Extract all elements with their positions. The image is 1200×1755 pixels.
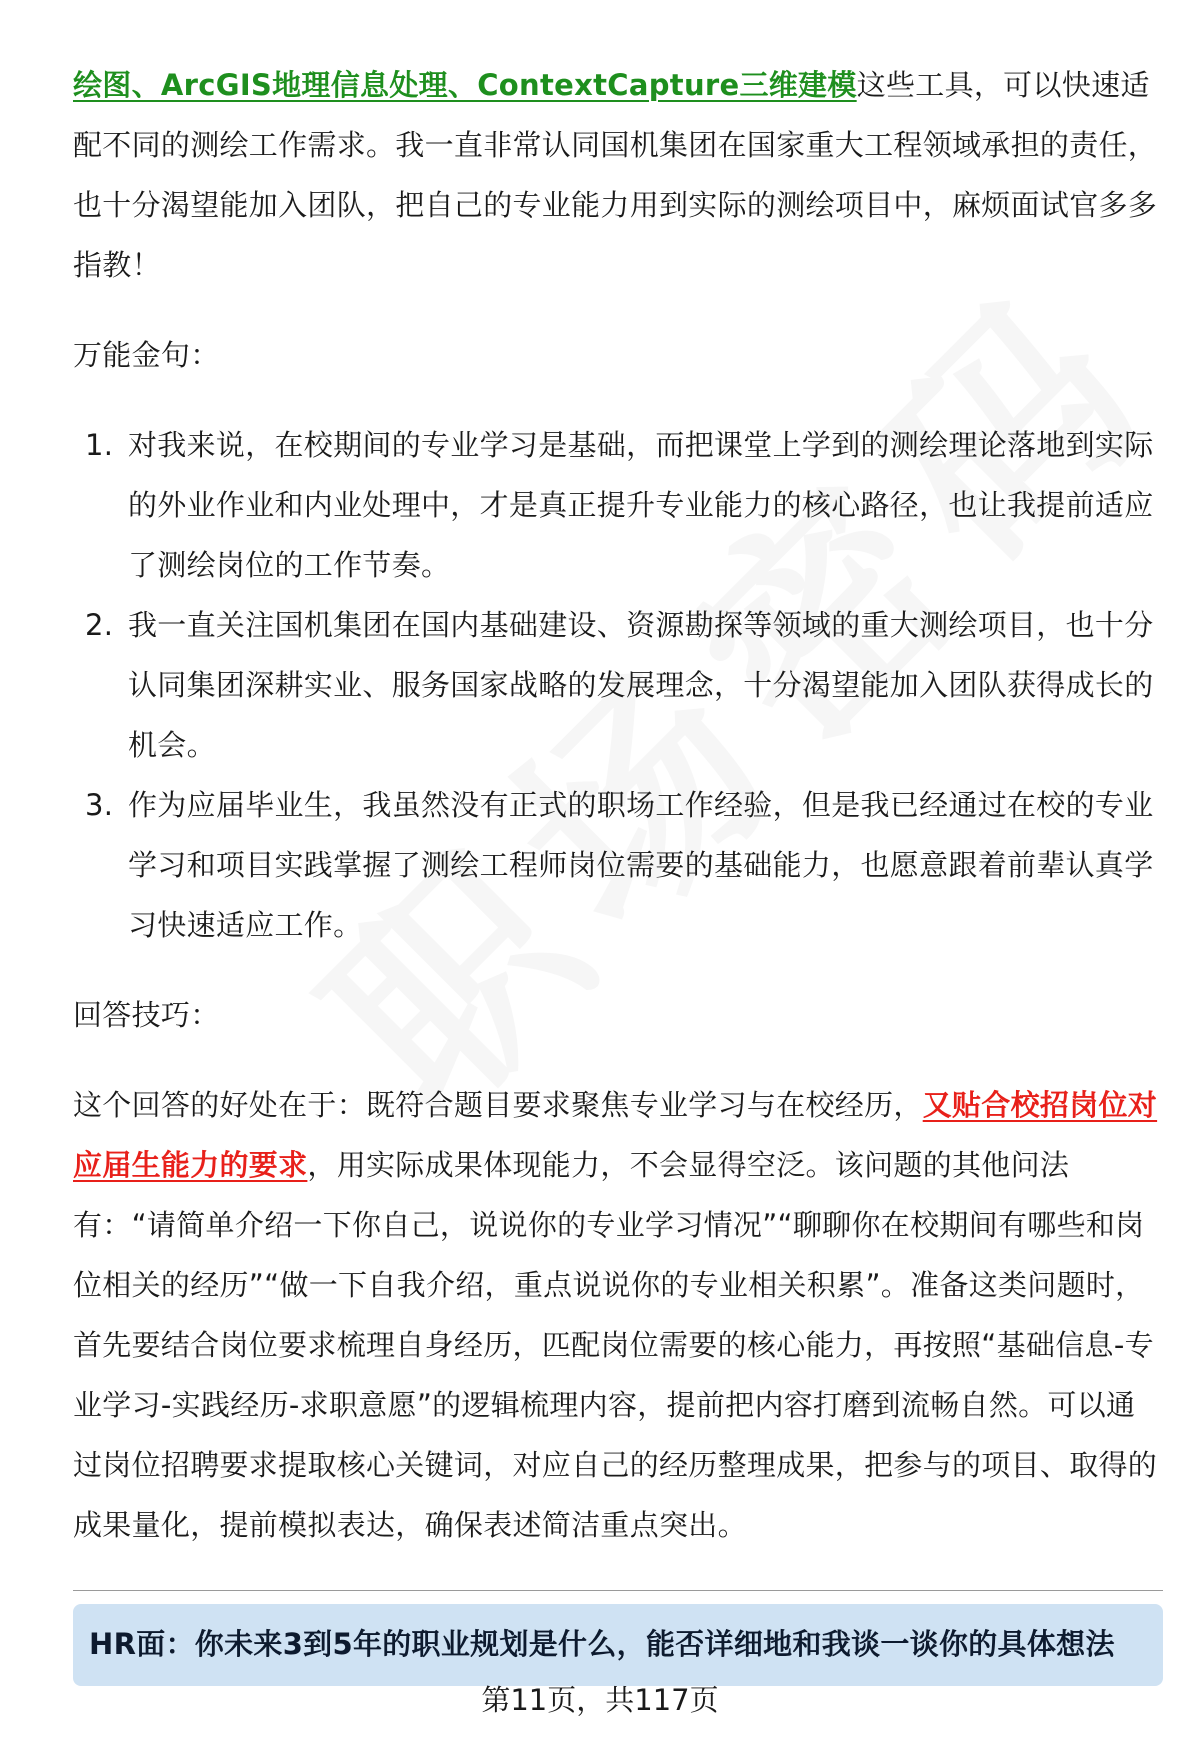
tips-before: 这个回答的好处在于：既符合题目要求聚焦专业学习与在校经历， [73, 1088, 923, 1122]
list-item-text: 作为应届毕业生，我虽然没有正式的职场工作经验，但是我已经通过在校的专业学习和项目实践掌握了测绘工程师岗位需要的基础能力，也愿意跟着前辈认真学习快速适应工作。 [128, 788, 1154, 942]
intro-highlight: 绘图、ArcGIS地理信息处理、ContextCapture三维建模 [73, 68, 857, 102]
list-item-text: 对我来说，在校期间的专业学习是基础，而把课堂上学到的测绘理论落地到实际的外业作业和内业处理中，才是真正提升专业能力的核心路径，也让我提前适应了测绘岗位的工作节奏。 [128, 428, 1154, 582]
list-item-number: 1. [85, 428, 114, 462]
page-number: 第11页，共117页 [481, 1683, 719, 1717]
hr-question-box [73, 1604, 1163, 1686]
golden-lines-list [73, 415, 1163, 955]
answer-tips-title: 回答技巧： [73, 998, 220, 1032]
section-divider [73, 1590, 1163, 1591]
list-item-number: 2. [85, 608, 114, 642]
document-body [73, 55, 1163, 1555]
hr-question-text: HR面：你未来3到5年的职业规划是什么，能否详细地和我谈一谈你的具体想法 [89, 1627, 1115, 1661]
list-item [73, 595, 1163, 775]
answer-tips-paragraph [73, 1075, 1163, 1555]
tips-after: ，用实际成果体现能力，不会显得空泛。该问题的其他问法有：“请简单介绍一下你自己，说说你的专业学习情况”“聊聊你在校期间有哪些和岗位相关的经历”“做一下自我介绍，重点说说你的专业相关积累”。准备这类问题时，首先要结合岗位要求梳理自身经历，匹配岗位需要的核心能力，再按照“基础信息-专业学习-实践经历-求职意愿”的逻辑梳理内容，提前把内容打磨到流畅自然。可以通过岗位招聘要求提取核心关键词，对应自己的经历整理成果，把参与的项目、取得的成果量化，提前模拟表达，确保表述简洁重点突出。 [73, 1148, 1158, 1542]
intro-paragraph [73, 55, 1163, 295]
tips-highlight: 又贴合校招岗位对应届生能力的要求 [73, 1088, 1158, 1182]
list-item-text: 我一直关注国机集团在国内基础建设、资源勘探等领域的重大测绘项目，也十分认同集团深耕实业、服务国家战略的发展理念，十分渴望能加入团队获得成长的机会。 [128, 608, 1154, 762]
intro-rest: 这些工具，可以快速适配不同的测绘工作需求。我一直非常认同国机集团在国家重大工程领域承担的责任，也十分渴望能加入团队，把自己的专业能力用到实际的测绘项目中，麻烦面试官多多指教！ [73, 68, 1158, 282]
list-item [73, 775, 1163, 955]
golden-lines-title: 万能金句： [73, 338, 220, 372]
list-item-number: 3. [85, 788, 114, 822]
list-item [73, 415, 1163, 595]
